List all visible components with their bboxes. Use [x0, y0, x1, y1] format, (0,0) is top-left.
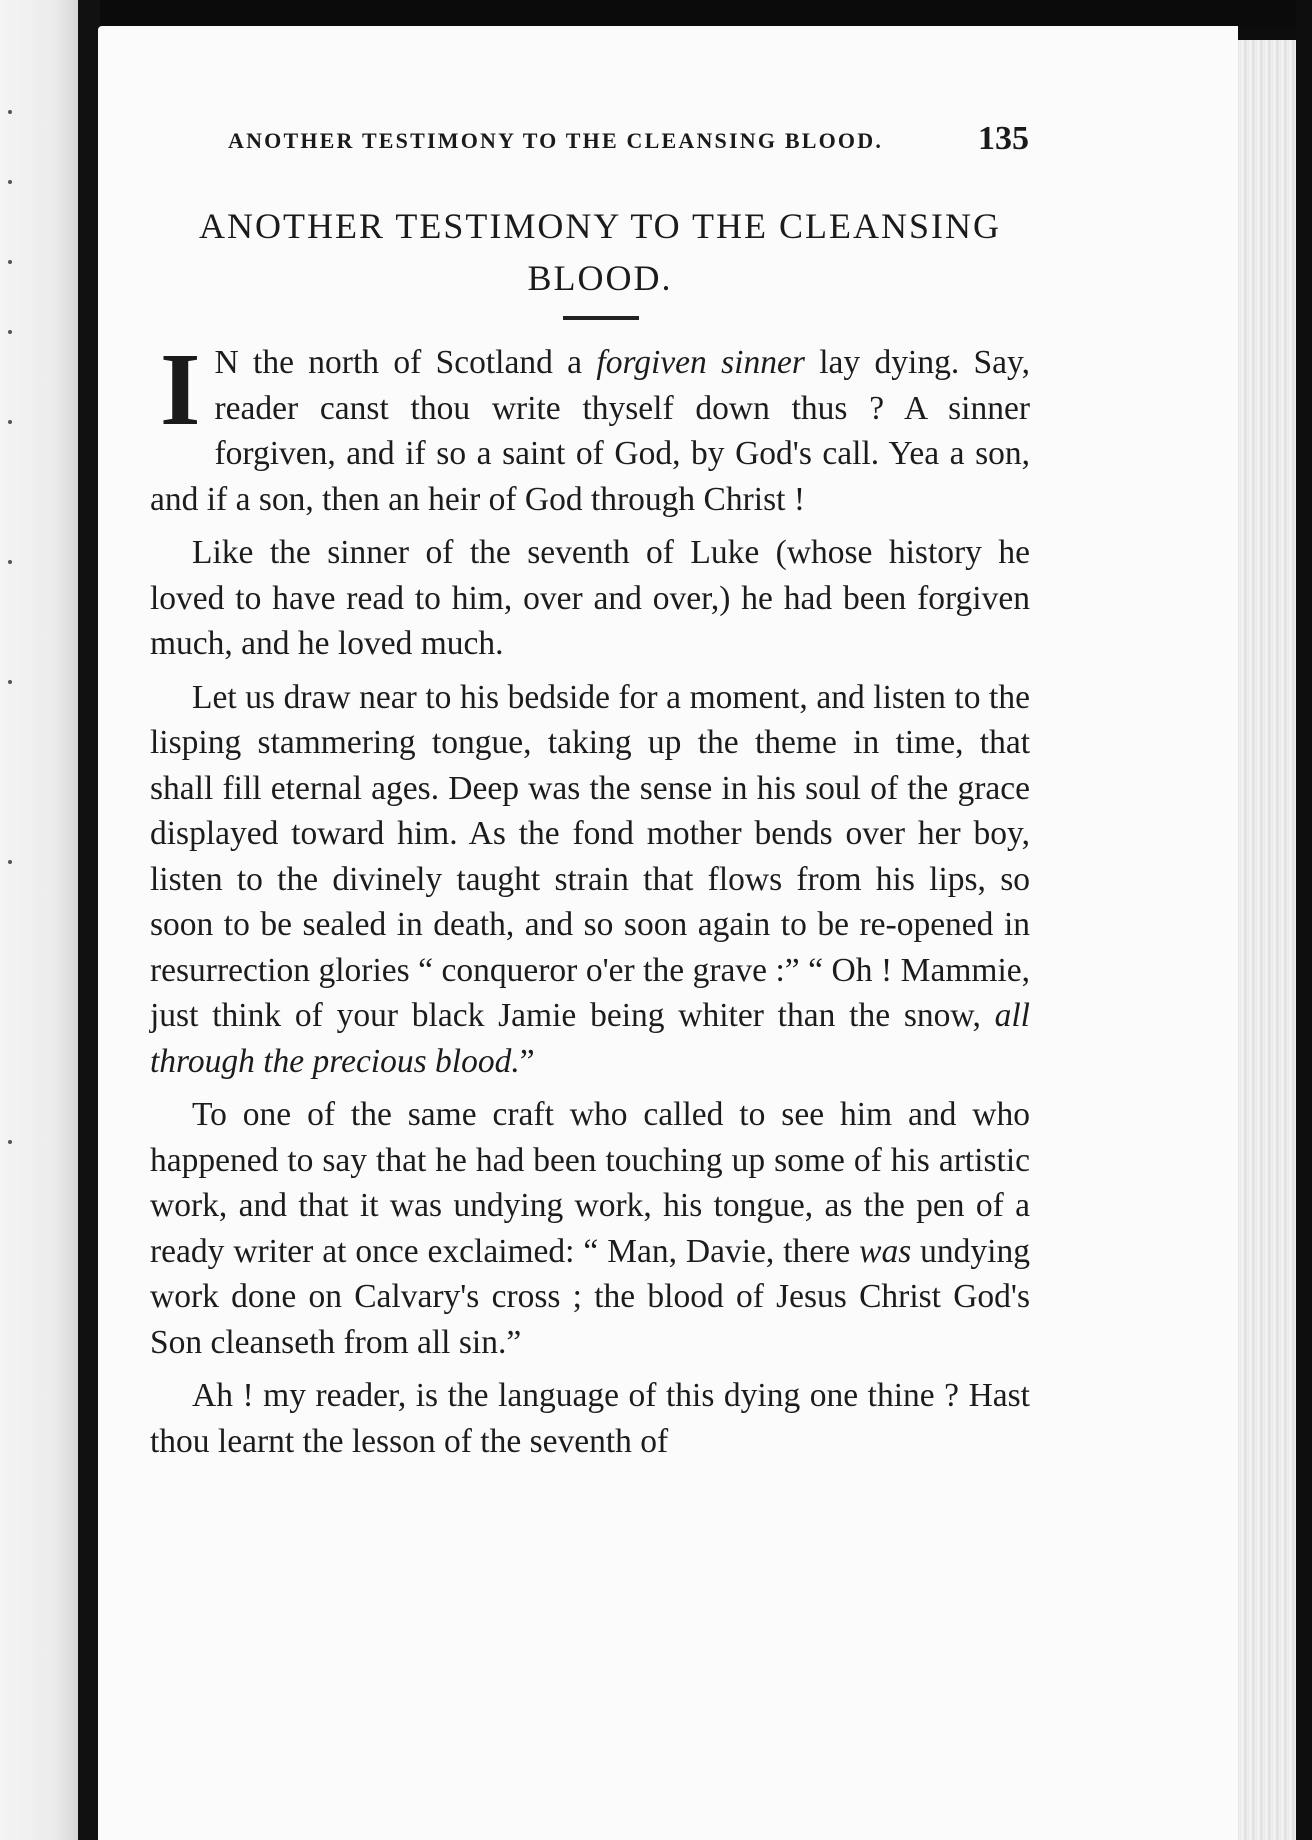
paragraph-5: Ah ! my reader, is the language of this dying one thine ? Hast thou learnt the lesson of the seventh of: [150, 1377, 1030, 1460]
facing-page-edge: [0, 0, 78, 1840]
paragraph-1-text-a: N the north of Scotland a: [214, 344, 597, 381]
drop-cap: I: [160, 332, 201, 447]
body-text: [150, 332, 1031, 1472]
scan-border: [0, 0, 1312, 26]
paragraph-3-text-a: Let us draw near to his bedside for a moment, and listen to the lisping stammering tongue, taking up the theme in time, that shall fill eternal ages. Deep was the sense in his soul of the grace displayed toward him. As the fond mother bends over her boy, listen to the divinely taught strain that flows from his lips, so soon to be sealed in death, and so soon again to be re-opened in resurrection glories “ conqueror o'er the grave :” “ Oh ! Mammie, just think of your black Jamie being whiter than the snow,: [150, 678, 1030, 1034]
paragraph-4-italic: was: [859, 1232, 912, 1270]
paragraph-4-text-b: undying work done on Calvary's cross ; the blood of Jesus Christ God's Son cleanseth from all sin.”: [150, 1232, 1030, 1361]
paragraph-3-text-b: ”: [519, 1042, 535, 1080]
scan-border-right: [1296, 0, 1312, 1840]
running-head: ANOTHER TESTIMONY TO THE CLEANSING BLOOD.: [228, 128, 884, 153]
paragraph-2: Like the sinner of the seventh of Luke (whose history he loved to have read to him, over and over,) he had been forgiven much, and he loved much.: [150, 534, 1030, 662]
paragraph-1: [150, 332, 1031, 522]
paragraph-1-text-b: lay dying. Say, reader canst thou write thyself down thus ? A sinner forgiven, and if so a saint of God, by God's call. Yea a son, and if a son, then an heir of God through Christ !: [150, 344, 1031, 518]
paragraph-1-italic: forgiven sinner: [596, 344, 805, 381]
page-number: 135: [978, 120, 1029, 157]
title-rule: [563, 316, 639, 320]
chapter-title: ANOTHER TESTIMONY TO THE CLEANSING BLOOD.: [199, 206, 1001, 298]
paragraph-4-text-a: To one of the same craft who called to see him and who happened to say that he had been touching up some of his artistic work, and that it was undying work, his tongue, as the pen of a ready writer at once exclaimed: “ Man, Davie, there: [150, 1096, 1030, 1270]
paragraph-4: [150, 1092, 1030, 1365]
paragraph-3-italic: all through the precious blood.: [150, 997, 1030, 1080]
book-gutter: [78, 0, 100, 1840]
paragraph-3: [150, 675, 1030, 1085]
